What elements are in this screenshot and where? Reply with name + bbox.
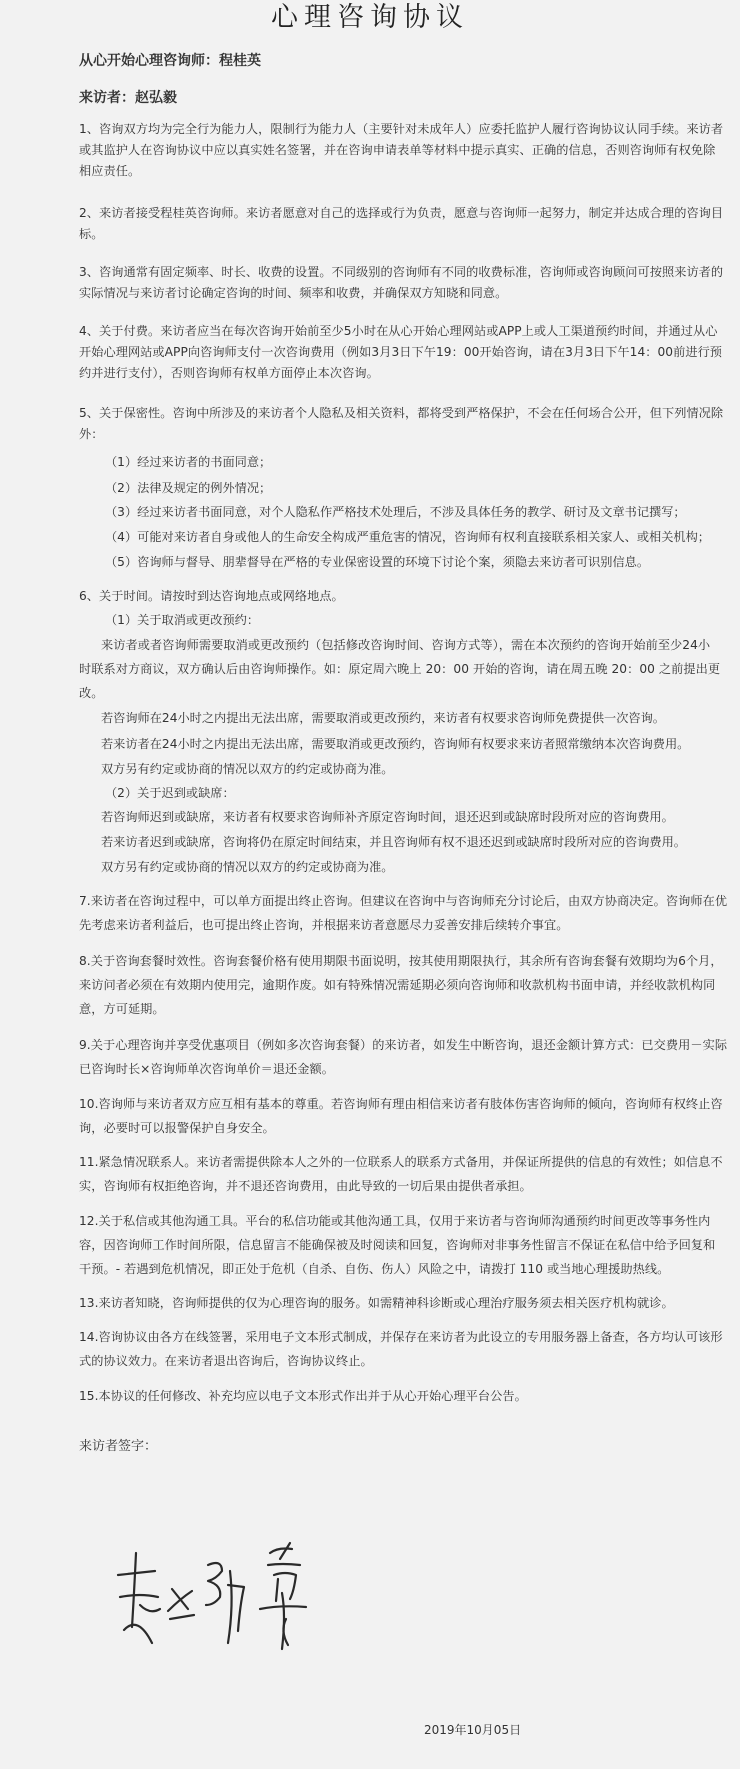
- visitor-line: 来访者：赵弘毅: [79, 90, 177, 106]
- clause-6-sub1-rule: 若咨询师在24小时之内提出无法出席，需要取消或更改预约，来访者有权要求咨询师免费提供一次咨询。: [101, 711, 665, 725]
- clause-5-subitem: （3）经过来访者书面同意，对个人隐私作严格技术处理后，不涉及具体任务的教学、研讨及文章书记撰写；: [105, 505, 686, 519]
- clause-13: [79, 1293, 674, 1314]
- clause-6-sub1-text: [79, 635, 721, 703]
- clause-5-line: 外：: [79, 426, 104, 441]
- clause-5: [79, 403, 724, 445]
- clause-3-line: 实际情况与来访者讨论确定咨询的时间、频率和收费，并确保双方知晓和同意。: [79, 285, 508, 300]
- clause-13-line: 13.来访者知晓，咨询师提供的仅为心理咨询的服务。如需精神科诊断或心理治疗服务须去相关医疗机构就诊。: [79, 1296, 674, 1310]
- clause-3-line: 3、咨询通常有固定频率、时长、收费的设置。不同级别的咨询师有不同的收费标准，咨询师或咨询顾问可按照来访者的: [79, 265, 724, 279]
- clause-8-line: 意，方可延期。: [79, 1001, 165, 1016]
- clause-7: [79, 891, 728, 936]
- clause-4-line: 约并进行支付），否则咨询师有权单方面停止本次咨询。: [79, 365, 379, 380]
- clause-5-line: 5、关于保密性。咨询中所涉及的来访者个人隐私及相关资料，都将受到严格保护，不会在任何场合公开，但下列情况除: [79, 406, 724, 420]
- clause-11-line: 11.紧急情况联系人。来访者需提供除本人之外的一位联系人的联系方式备用，并保证所提供的信息的有效性；如信息不: [79, 1155, 723, 1169]
- signature-date: 2019年10月05日: [424, 1723, 522, 1737]
- clause-6-sub1-rule: 双方另有约定或协商的情况以双方的约定或协商为准。: [101, 762, 394, 776]
- clause-11-line: 实，咨询师有权拒绝咨询，并不退还咨询费用，由此导致的一切后果由提供者承担。: [79, 1178, 532, 1193]
- clause-4-line: 4、关于付费。来访者应当在每次咨询开始前至少5小时在从心开始心理网站或APP上或人工渠道预约时间，并通过从心: [79, 324, 718, 338]
- clause-1: [79, 119, 724, 181]
- clause-2-line: 2、来访者接受程桂英咨询师。来访者愿意对自己的选择或行为负责，愿意与咨询师一起努力，制定并达成合理的咨询目: [79, 206, 724, 220]
- clause-6-sub1-title: （1）关于取消或更改预约：: [105, 613, 260, 627]
- clause-6-sub1-line: 改。: [79, 685, 104, 700]
- clause-2-line: 标。: [79, 226, 104, 241]
- clause-14: [79, 1327, 723, 1372]
- clause-6-heading-text: 6、关于时间。请按时到达咨询地点或网络地点。: [79, 589, 344, 603]
- clause-5-subitem: （5）咨询师与督导、朋辈督导在严格的专业保密设置的环境下讨论个案，须隐去来访者可识别信息。: [105, 555, 650, 569]
- clause-8: [79, 951, 723, 1019]
- clause-15-line: 15.本协议的任何修改、补充均应以电子文本形式作出并于从心开始心理平台公告。: [79, 1389, 527, 1403]
- clause-6-sub1-line: 时联系对方商议，双方确认后由咨询师操作。如：原定周六晚上 20：00 开始的咨询，请在周五晚 20：00 之前提出更: [79, 661, 721, 676]
- signature-label: 来访者签字：: [79, 1439, 158, 1454]
- clause-6-sub2-rule: 若咨询师迟到或缺席，来访者有权要求咨询师补齐原定咨询时间，退还迟到或缺席时段所对应的咨询费用。: [101, 810, 674, 824]
- clause-1-line: 1、咨询双方均为完全行为能力人，限制行为能力人（主要针对未成年人）应委托监护人履行咨询协议认同手续。来访者: [79, 122, 724, 136]
- clause-8-line: 8.关于咨询套餐时效性。咨询套餐价格有使用期限书面说明，按其使用期限执行，其余所有咨询套餐有效期均为6个月，: [79, 954, 723, 968]
- clause-1-line: 或其监护人在咨询协议中应以真实姓名签署，并在咨询申请表单等材料中提示真实、正确的信息，否则咨询师有权免除: [79, 142, 716, 157]
- clause-10-line: 10.咨询师与来访者双方应互相有基本的尊重。若咨询师有理由相信来访者有肢体伤害咨询师的倾向，咨询师有权终止咨: [79, 1097, 723, 1111]
- clause-9-line: 9.关于心理咨询并享受优惠项目（例如多次咨询套餐）的来访者，如发生中断咨询，退还金额计算方式：已交费用－实际: [79, 1038, 728, 1052]
- clause-5-subitem: （4）可能对来访者自身或他人的生命安全构成严重危害的情况，咨询师有权利直接联系相关家人、或相关机构；: [105, 530, 710, 544]
- clause-14-line: 14.咨询协议由各方在线签署，采用电子文本形式制成，并保存在来访者为此设立的专用服务器上备查，各方均认可该形: [79, 1330, 723, 1344]
- clause-6-sub2-rule: 若来访者迟到或缺席，咨询将仍在原定时间结束，并且咨询师有权不退还迟到或缺席时段所对应的咨询费用。: [101, 835, 686, 849]
- clause-5-subitem: （2）法律及规定的例外情况；: [105, 481, 272, 495]
- clause-7-line: 7.来访者在咨询过程中，可以单方面提出终止咨询。但建议在咨询中与咨询师充分讨论后，由双方协商决定。咨询师在优: [79, 894, 728, 908]
- clause-6-sub1-line: 来访者或者咨询师需要取消或更改预约（包括修改咨询时间、咨询方式等），需在本次预约的咨询开始前至少24小: [101, 638, 711, 652]
- clause-6-sub2-rule: 双方另有约定或协商的情况以双方的约定或协商为准。: [101, 860, 394, 874]
- handwritten-signature: [110, 1535, 340, 1675]
- clause-12-line: 12.关于私信或其他沟通工具。平台的私信功能或其他沟通工具，仅用于来访者与咨询师沟通预约时间更改等事务性内: [79, 1214, 711, 1228]
- clause-11: [79, 1152, 723, 1197]
- clause-12-line: 干预。- 若遇到危机情况，即正处于危机（自杀、自伤、伤人）风险之中，请拨打 110 或当地心理援助热线。: [79, 1261, 670, 1276]
- clause-6-sub2-title: （2）关于迟到或缺席：: [105, 786, 235, 800]
- clause-12-line: 容，因咨询师工作时间所限，信息留言不能确保被及时阅读和回复，咨询师对非事务性留言不保证在私信中给予回复和: [79, 1237, 716, 1252]
- clause-1-line: 相应责任。: [79, 163, 141, 178]
- clause-10: [79, 1094, 723, 1139]
- clause-14-line: 式的协议效力。在来访者退出咨询后，咨询协议终止。: [79, 1353, 373, 1368]
- clause-2: [79, 203, 724, 245]
- clause-4-line: 开始心理网站或APP向咨询师支付一次咨询费用（例如3月3日下午19：00开始咨询，请在3月3日下午14：00前进行预: [79, 344, 723, 359]
- clause-15: [79, 1386, 669, 1407]
- clause-9-line: 已咨询时长×咨询师单次咨询单价＝退还金额。: [79, 1061, 335, 1076]
- clause-5-subitem: （1）经过来访者的书面同意；: [105, 455, 272, 469]
- clause-4: [79, 321, 723, 383]
- document-title: 心理咨询协议: [271, 2, 469, 33]
- clause-6-heading: [79, 586, 669, 607]
- counselor-line: 从心开始心理咨询师：程桂英: [79, 53, 261, 69]
- clause-6-sub1-rule: 若来访者在24小时之内提出无法出席，需要取消或更改预约，咨询师有权要求来访者照常缴纳本次咨询费用。: [101, 737, 690, 751]
- clause-12: [79, 1211, 716, 1279]
- clause-10-line: 询，必要时可以报警保护自身安全。: [79, 1120, 275, 1135]
- clause-9: [79, 1035, 728, 1080]
- clause-7-line: 先考虑来访者利益后，也可提出终止咨询，并根据来访者意愿尽力妥善安排后续转介事宜。: [79, 917, 569, 932]
- clause-3: [79, 262, 724, 304]
- clause-8-line: 来访问者必须在有效期内使用完，逾期作废。如有特殊情况需延期必须向咨询师和收款机构书面申请，并经收款机构同: [79, 977, 716, 992]
